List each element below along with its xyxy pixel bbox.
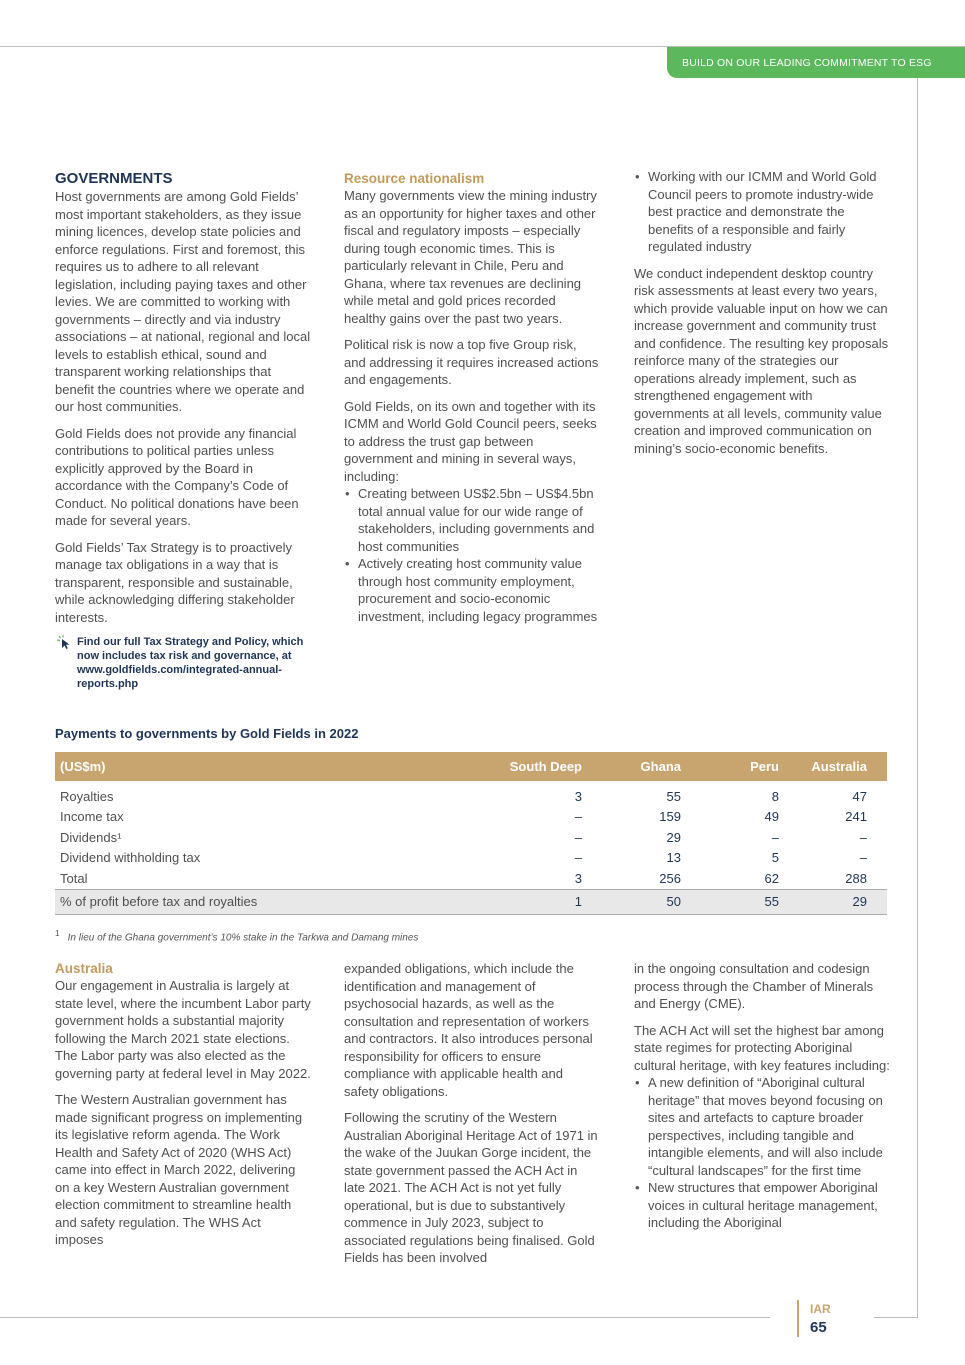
column-header: Australia [811,759,867,774]
list-item: • New structures that empower Aboriginal voices in cultural heritage management, including the Aboriginal [648,1179,890,1232]
bottom-rule-right [874,1317,918,1318]
paragraph: Following the scrutiny of the Western Australian Aboriginal Heritage Act of 1971 in the wake of the Juukan Gorge incident, the state government passed the ACH Act in late 2021. The ACH Act is not yet fully operational, but is due to substantively commence in July 2023, subject to associated regulations being finalised. Gold Fields has been involved [344,1110,598,1265]
list-item: • Creating between US$2.5bn – US$4.5bn total annual value for our wide range of stakeholders, including governments and host communities [358,485,600,555]
paragraph: The ACH Act will set the highest bar among state regimes for protecting Aboriginal cultural heritage, with key features including: [634,1022,890,1073]
cell: 55 [764,894,779,909]
resource-nationalism-column [344,170,600,625]
bottom-rule [0,1317,770,1318]
cell: 256 [659,870,681,886]
column-header: Ghana [640,759,681,774]
cell: 1 [574,894,582,909]
footnote-mark: 1 [55,928,60,938]
australia-column-3 [634,960,890,1232]
cell: – [574,809,582,825]
cell: 55 [666,788,681,804]
table-row [55,868,887,889]
paragraph: Gold Fields, on its own and together with its ICMM and World Gold Council peers, seeks to address the trust gap between government and mining in several ways, including: [344,398,597,484]
cell: 50 [666,894,681,909]
payments-table [55,752,887,915]
cell: 3 [574,788,582,804]
cell: 29 [852,894,867,909]
subheading: Resource nationalism [344,171,485,186]
list-item: • Working with our ICMM and World Gold Council peers to promote industry-wide best practice and demonstrate the benefits of a responsible and fairly regulated industry [648,168,890,256]
table-title: Payments to governments by Gold Fields in 2022 [55,726,359,741]
paragraph: Gold Fields does not provide any financial contributions to political parties unless explicitly approved by the Board in accordance with the Company’s Code of Conduct. No political donations have been made for several years. [55,425,299,528]
column-header: South Deep [509,759,582,774]
cell: 5 [771,850,779,866]
cell: – [771,829,779,845]
paragraph: We conduct independent desktop country risk assessments at least every two years, which provide valuable input on how we can increase government and community trust and confidence. The resulting key proposals reinforce many of the strategies our operations already implement, such as strengthened engagement with governments at all levels, community value creation and improved communication on mining’s socio-economic benefits. [634,265,889,456]
cell: – [859,850,867,866]
report-label: IAR [810,1302,831,1316]
bullet-list [634,1074,890,1232]
cell: 13 [666,850,681,866]
list-item: • Actively creating host community value through host community employment, procurement and socio-economic investment, including legacy programmes [358,555,600,625]
cell: 241 [845,809,867,825]
cell: 29 [666,829,681,845]
cursor-click-icon [57,635,71,649]
column-header: (US$m) [60,759,106,774]
link-text: Find our full Tax Strategy and Policy, which now includes tax risk and governance, at www.goldfields.com/integrated-annual-reports.php [77,636,304,690]
list-item: • A new definition of “Aboriginal cultural heritage” that moves beyond focusing on sites and artefacts to capture broader perspectives, including tangible and intangible elements, and will also include “cultural landscapes” for the first time [648,1074,890,1179]
section-heading: GOVERNMENTS [55,170,173,187]
cell: 47 [852,788,867,804]
australia-column-2 [344,960,600,1276]
bullet-list [634,168,890,256]
cell: – [574,829,582,845]
paragraph: in the ongoing consultation and codesign process through the Chamber of Minerals and Energy (CME). [634,961,874,1011]
cell: 3 [574,870,582,886]
bullet-list [344,485,600,625]
subheading: Australia [55,961,113,976]
paragraph: Host governments are among Gold Fields’ most important stakeholders, as they issue mining licences, develop state policies and enforce regulations. First and foremost, this requires us to adhere to all relevant legislation, including paying taxes and other levies. We are committed to working with governments – directly and via industry associations – at national, regional and local levels to establish ethical, sound and transparent working relationships that benefit the countries where we operate and our host communities. [55,189,311,414]
cell: 159 [659,809,681,825]
paragraph: Political risk is now a top five Group risk, and addressing it requires increased actions and engagements. [344,337,599,387]
row-label: Dividends¹ [60,829,122,845]
table-row [55,786,887,807]
cell: – [574,850,582,866]
page-number-bar [797,1300,799,1337]
cell: 49 [764,809,779,825]
right-rule [917,78,918,1318]
column-header: Peru [750,759,779,774]
section-tab-label: BUILD ON OUR LEADING COMMITMENT TO ESG [682,56,932,69]
paragraph: Many governments view the mining industry as an opportunity for higher taxes and other fiscal and regulatory imposts – especially during tough economic times. This is particularly relevant in Chile, Peru and Ghana, where tax revenues are declining while metal and gold prices recorded healthy gains over the past two years. [344,188,597,326]
row-label: Income tax [60,809,124,825]
cell: 62 [764,870,779,886]
cell: 288 [845,870,867,886]
row-label: Dividend withholding tax [60,850,201,866]
cell: – [859,829,867,845]
governments-column [55,170,311,691]
risk-column [634,168,890,466]
table-row [55,827,887,848]
paragraph: Our engagement in Australia is largely at state level, where the incumbent Labor party government holds a substantial majority following the March 2021 state elections. The Labor party was also elected as the governing party at federal level in May 2022. [55,978,311,1081]
row-label: Total [60,870,88,886]
table-footnote [55,928,418,943]
table-row [55,848,887,869]
table-row [55,807,887,828]
paragraph: The Western Australian government has made significant progress on implementing its legislative reform agenda. The Work Health and Safety Act of 2020 (WHS Act) came into effect in March 2022, delivering on a key Western Australian government election commitment to streamline health and safety regulation. The WHS Act imposes [55,1092,303,1247]
paragraph: Gold Fields’ Tax Strategy is to proactively manage tax obligations in a way that is transparent, responsible and sustainable, while acknowledging differing stakeholder interests. [55,539,295,625]
australia-column-1 [55,960,311,1258]
table-header [55,752,887,781]
tax-strategy-link[interactable] [55,635,311,691]
cell: 8 [771,788,779,804]
section-tab [667,47,965,78]
row-label: % of profit before tax and royalties [60,894,258,909]
table-row-percent [55,889,887,915]
page-number: 65 [810,1319,827,1336]
footnote-text: In lieu of the Ghana government’s 10% stake in the Tarkwa and Damang mines [67,932,419,944]
row-label: Royalties [60,788,114,804]
paragraph: expanded obligations, which include the identification and management of psychosocial hazards, as well as the consultation and representation of workers and contractors. It also introduces personal responsibility for officers to ensure compliance with applicable health and safety obligations. [344,961,593,1099]
